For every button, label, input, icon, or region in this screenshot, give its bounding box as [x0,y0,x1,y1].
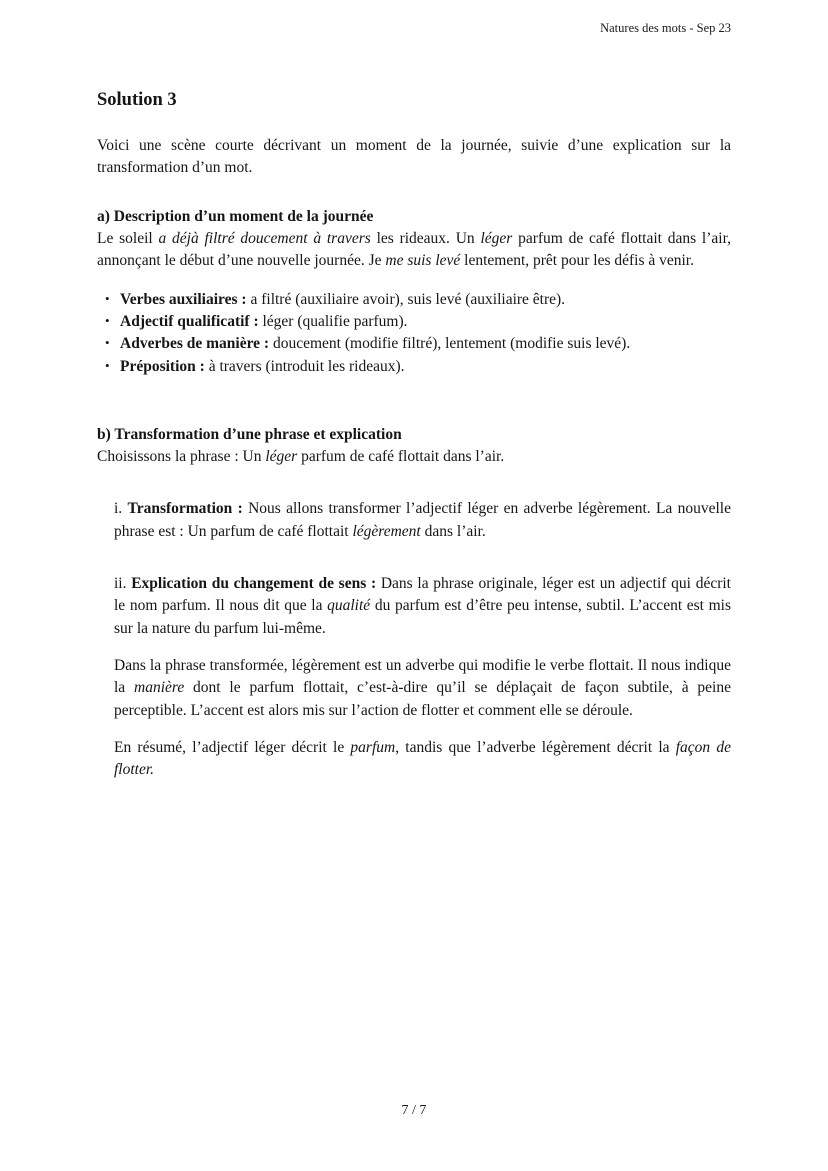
phrase-transformee-paragraph: Dans la phrase transformée, légèrement est un adverbe qui modifie le verbe flottait. Il nous indique la manière dont le parfum flottait, c’est-à-dire qu’il se déplaçait de façon subtile, à peine perceptible. L’accent est alors mis sur l’action de flotter et comment elle se déroule. [114,657,731,719]
section-b-paragraph: Choisissons la phrase : Un léger parfum de café flottait dans l’air. [97,448,505,466]
bullet-adverbes-de-maniere: • Adverbes de manière : doucement (modifie filtré), lentement (modifie suis levé). [103,333,731,355]
explication-paragraph: ii. Explication du changement de sens : Dans la phrase originale, léger est un adjectif qui décrit le nom parfum. Il nous dit que la qualité du parfum est d’être peu intense, subtil. L’accent est mis sur la nature du parfum lui-même. [114,575,732,637]
bullet-preposition: • Préposition : à travers (introduit les rideaux). [103,356,731,378]
bullet-verbes-auxiliaires: • Verbes auxiliaires : a filtré (auxiliaire avoir), suis levé (auxiliaire être). [103,289,731,311]
resume-paragraph: En résumé, l’adjectif léger décrit le parfum, tandis que l’adverbe légèrement décrit la façon de flotter. [114,738,731,779]
page-footer [0,1103,828,1119]
bullet-adjectif-qualificatif: • Adjectif qualificatif : léger (qualifie parfum). [103,311,731,333]
page-header [97,21,731,36]
transformation-paragraph: i. Transformation : Nous allons transformer l’adjectif léger en adverbe légèrement. La nouvelle phrase est : Un parfum de café flottait légèrement dans l’air. [114,500,731,540]
section-a-bullet-list [103,289,731,378]
section-b-heading: b) Transformation d’une phrase et explication [97,425,402,443]
page-number: 7 / 7 [401,1103,427,1118]
header-title-text: Natures des mots - Sep 23 [600,21,731,35]
solution-title: Solution 3 [97,90,177,110]
document-content [97,90,731,782]
intro-paragraph: Voici une scène courte décrivant un moment de la journée, suivie d’une explication sur la transformation d’un mot. [97,137,731,177]
section-a-heading: a) Description d’un moment de la journée [97,207,374,225]
section-b-detail-block [97,498,731,781]
section-a-paragraph: Le soleil a déjà filtré doucement à travers les rideaux. Un léger parfum de café flottait dans l’air, annonçant le début d’une nouvelle journée. Je me suis levé lentement, prêt pour les défis à venir. [97,229,732,270]
